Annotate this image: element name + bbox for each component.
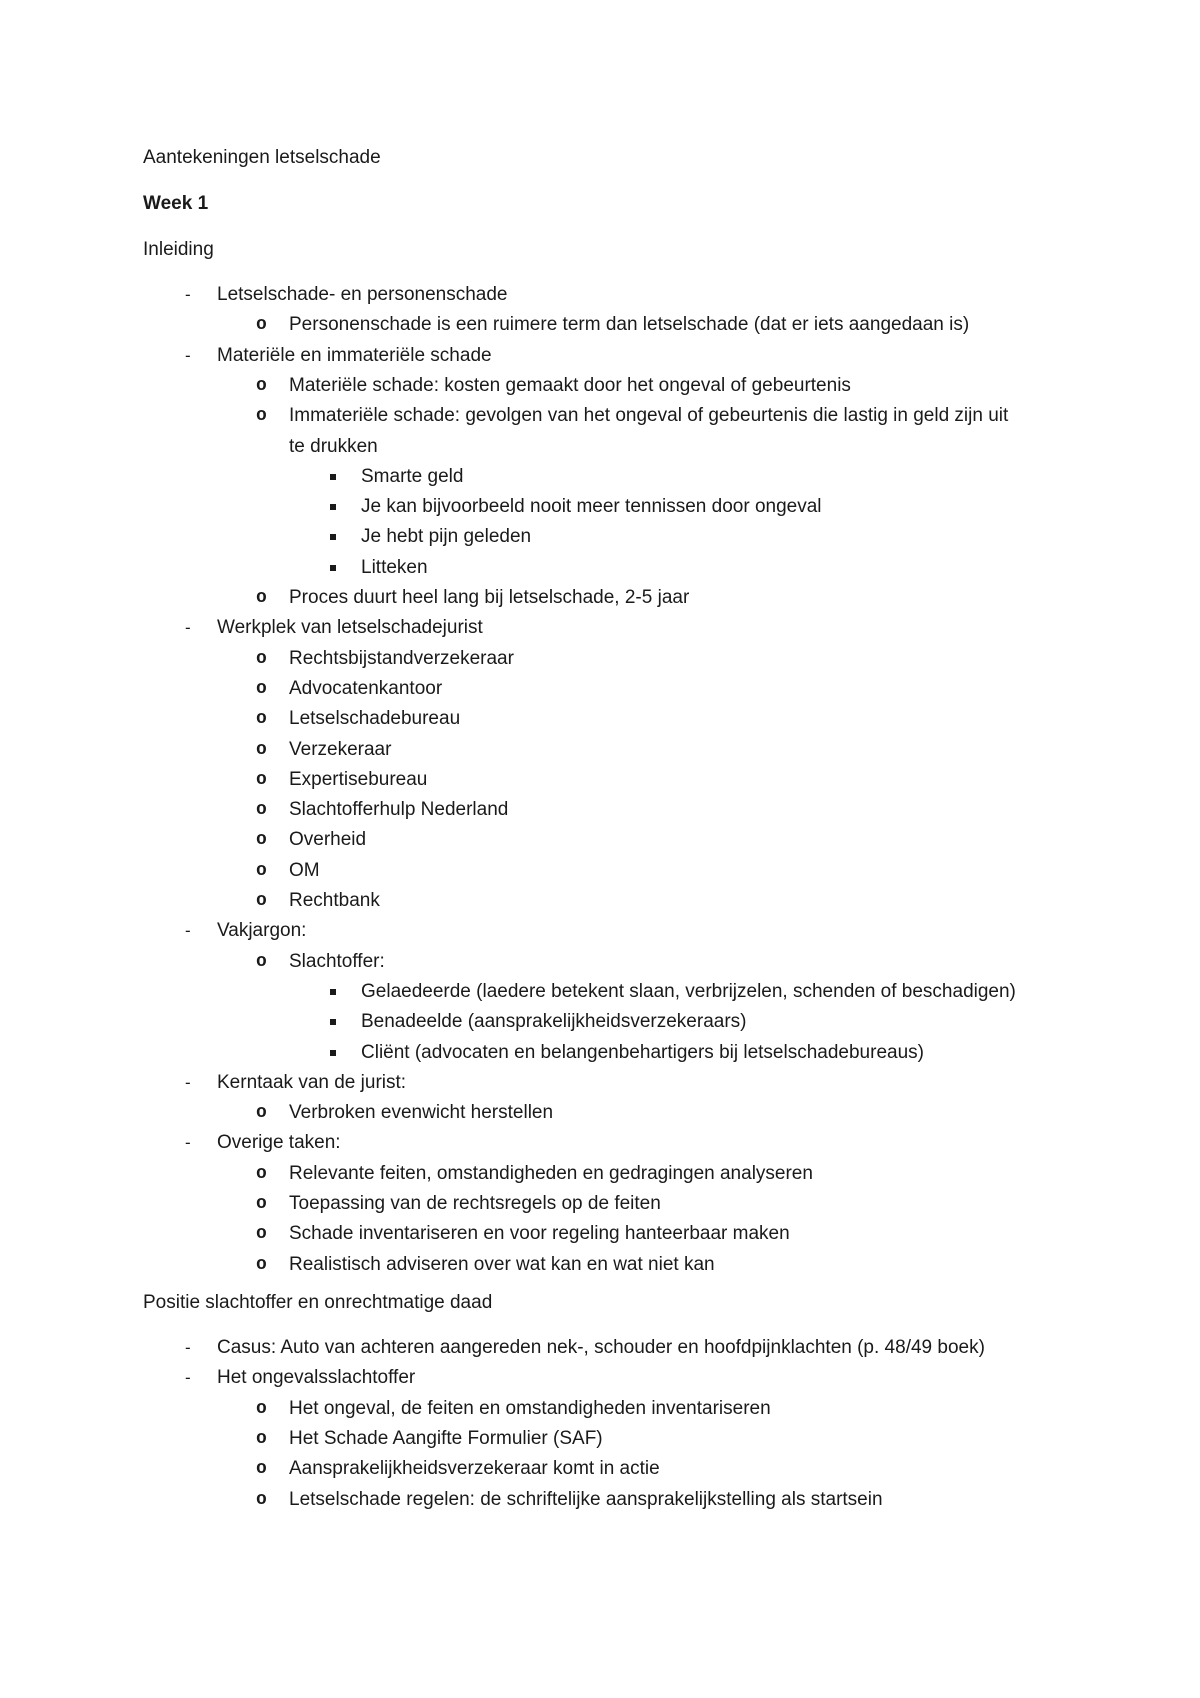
list-item-text: Proces duurt heel lang bij letselschade, 2-5 jaar — [289, 587, 690, 608]
circle-bullet-icon: o — [256, 1398, 267, 1419]
circle-bullet-icon: o — [256, 1428, 267, 1449]
dash-bullet-icon: - — [185, 921, 191, 941]
dash-bullet-icon: - — [185, 345, 191, 365]
square-bullet-icon — [330, 565, 336, 571]
circle-bullet-icon: o — [256, 891, 267, 911]
circle-bullet-icon: o — [256, 1224, 267, 1245]
list-item-text: Gelaedeerde (laedere betekent slaan, verbrijzelen, schenden of beschadigen) — [361, 980, 1016, 1002]
dash-bullet-icon: - — [185, 618, 191, 638]
list-item-text: te drukken — [289, 435, 378, 457]
circle-bullet-icon: o — [256, 375, 267, 396]
circle-bullet-icon: o — [256, 1489, 267, 1510]
list-item-text: Overige taken: — [217, 1132, 341, 1154]
list-item-text: Vakjargon: — [217, 920, 307, 942]
list-item-text: Rechtbank — [289, 890, 380, 911]
dash-bullet-icon: - — [185, 285, 191, 304]
list-item-text: Rechtsbijstandverzekeraar — [289, 647, 514, 669]
list-item-text: Het ongeval, de feiten en omstandigheden inventariseren — [289, 1397, 771, 1419]
circle-bullet-icon: o — [256, 1254, 267, 1275]
square-bullet-icon — [330, 474, 336, 480]
list-item-text: Je kan bijvoorbeeld nooit meer tennissen door ongeval — [361, 496, 822, 518]
list-item-text: Advocatenkantoor — [289, 677, 443, 699]
square-bullet-icon — [330, 989, 336, 995]
list-item-text: Aansprakelijkheidsverzekeraar komt in actie — [289, 1458, 660, 1480]
square-bullet-icon — [330, 1019, 336, 1025]
list-item-text: Verzekeraar — [289, 738, 392, 760]
list-item-text: Realistisch adviseren over wat kan en wat niet kan — [289, 1253, 715, 1275]
square-bullet-icon — [330, 504, 336, 510]
list-item-text: Expertisebureau — [289, 768, 428, 790]
circle-bullet-icon: o — [256, 800, 267, 821]
list-item-text: Het Schade Aangifte Formulier (SAF) — [289, 1427, 603, 1449]
dash-bullet-icon: - — [185, 1338, 191, 1357]
list-item-text: Je hebt pijn geleden — [361, 526, 532, 548]
list-item-text: Litteken — [361, 556, 428, 578]
list-item-text: Letselschadebureau — [289, 708, 461, 730]
circle-bullet-icon: o — [256, 648, 267, 669]
dash-bullet-icon: - — [185, 1072, 191, 1092]
document-page: Aantekeningen letselschade Week 1 Inleiding - Letselschade- en personenschade o Personenschade is een ruimere term dan letselschade (dat er iets aangedaan is) - Materiële en immateriële schade o Materiële schade: kosten gemaakt door het ongeval of gebeurtenis o Immateriële schade: gevolgen van het ongeval of gebeurtenis die lastig in geld zijn uit te drukken Smarte geld Je kan bijvoorbeeld nooit meer tennissen door ongeval Je hebt pijn geleden Litteken o Proces duurt heel lang bij letselschade, 2-5 jaar - Werkplek van letselschadejurist o Rechtsbijstandverzekeraar o Advocatenkantoor o Letselschadebureau o Verzekeraar o Expertisebureau o Slachtofferhulp Nederland o Overheid o OM o Rechtbank - Vakjargon: o Slachtoffer: Gelaedeerde (laedere betekent slaan, verbrijzelen, schenden of beschadigen) Benadeelde (aansprakelijkheidsverzekeraars) Cliënt (advocaten en belangenbehartigers bij letselschadebureaus) - Kerntaak van de jurist: o Verbroken evenwicht herstellen - Overige taken: o Relevante feiten, omstandigheden en gedragingen analyseren o Toepassing van de rechtsregels op de feiten o Schade inventariseren en voor regeling hanteerbaar maken o Realistisch adviseren over wat kan en wat niet kan Positie slachtoffer en onrechtmatige daad - Casus: Auto van achteren aangereden nek-, schouder en hoofdpijnklachten (p. 48/49 boek) - Het ongevalsslachtoffer o Het ongeval, de feiten en omstandigheden inventariseren o Het Schade Aangifte Formulier (SAF) o Aansprakelijkheidsverzekeraar komt in actie o Letselschade regelen: de schriftelijke aansprakelijkstelling als startsein — [0, 0, 1200, 1698]
dash-bullet-icon: - — [185, 1368, 191, 1388]
circle-bullet-icon: o — [256, 830, 267, 851]
list-item-text: Casus: Auto van achteren aangereden nek-, schouder en hoofdpijnklachten (p. 48/49 boek) — [217, 1337, 985, 1358]
square-bullet-icon — [330, 534, 336, 540]
list-item-text: Smarte geld — [361, 465, 464, 487]
circle-bullet-icon: o — [256, 406, 267, 427]
circle-bullet-icon: o — [256, 860, 267, 881]
list-item-text: Immateriële schade: gevolgen van het ongeval of gebeurtenis die lastig in geld zijn uit — [289, 405, 1009, 427]
list-item-text: Materiële en immateriële schade — [217, 344, 492, 366]
circle-bullet-icon: o — [256, 1103, 267, 1124]
circle-bullet-icon: o — [256, 315, 267, 336]
list-item-text: OM — [289, 859, 320, 881]
list-item-text: Overheid — [289, 829, 367, 851]
circle-bullet-icon: o — [256, 1194, 267, 1214]
circle-bullet-icon: o — [256, 588, 267, 608]
list-item-text: Letselschade regelen: de schriftelijke aansprakelijkstelling als startsein — [289, 1488, 883, 1510]
list-item-text: Kerntaak van de jurist: — [217, 1071, 407, 1093]
list-item-text: Materiële schade: kosten gemaakt door het ongeval of gebeurtenis — [289, 374, 851, 396]
list-item-text: Toepassing van de rechtsregels op de feiten — [289, 1193, 661, 1214]
square-bullet-icon — [330, 1050, 336, 1056]
list-item-text: Personenschade is een ruimere term dan letselschade (dat er iets aangedaan is) — [289, 314, 970, 336]
list-item-text: Relevante feiten, omstandigheden en gedragingen analyseren — [289, 1162, 813, 1184]
list-item-text: Benadeelde (aansprakelijkheidsverzekeraars) — [361, 1011, 747, 1033]
circle-bullet-icon: o — [256, 1459, 267, 1480]
list-item-text: Werkplek van letselschadejurist — [217, 617, 483, 639]
list-item-text: Slachtoffer: — [289, 950, 385, 972]
circle-bullet-icon: o — [256, 678, 267, 699]
list-item-text: Cliënt (advocaten en belangenbehartigers bij letselschadebureaus) — [361, 1041, 924, 1063]
dash-bullet-icon: - — [185, 1133, 191, 1153]
list-item-text: Het ongevalsslachtoffer — [217, 1367, 416, 1389]
list-item-text: Slachtofferhulp Nederland — [289, 799, 509, 821]
circle-bullet-icon: o — [256, 709, 267, 730]
circle-bullet-icon: o — [256, 1163, 267, 1184]
list-item-text: Schade inventariseren en voor regeling hanteerbaar maken — [289, 1223, 790, 1245]
circle-bullet-icon: o — [256, 769, 267, 790]
circle-bullet-icon: o — [256, 739, 267, 760]
list-item-text: Letselschade- en personenschade — [217, 284, 508, 305]
list-item-text: Verbroken evenwicht herstellen — [289, 1102, 554, 1124]
circle-bullet-icon: o — [256, 951, 267, 972]
